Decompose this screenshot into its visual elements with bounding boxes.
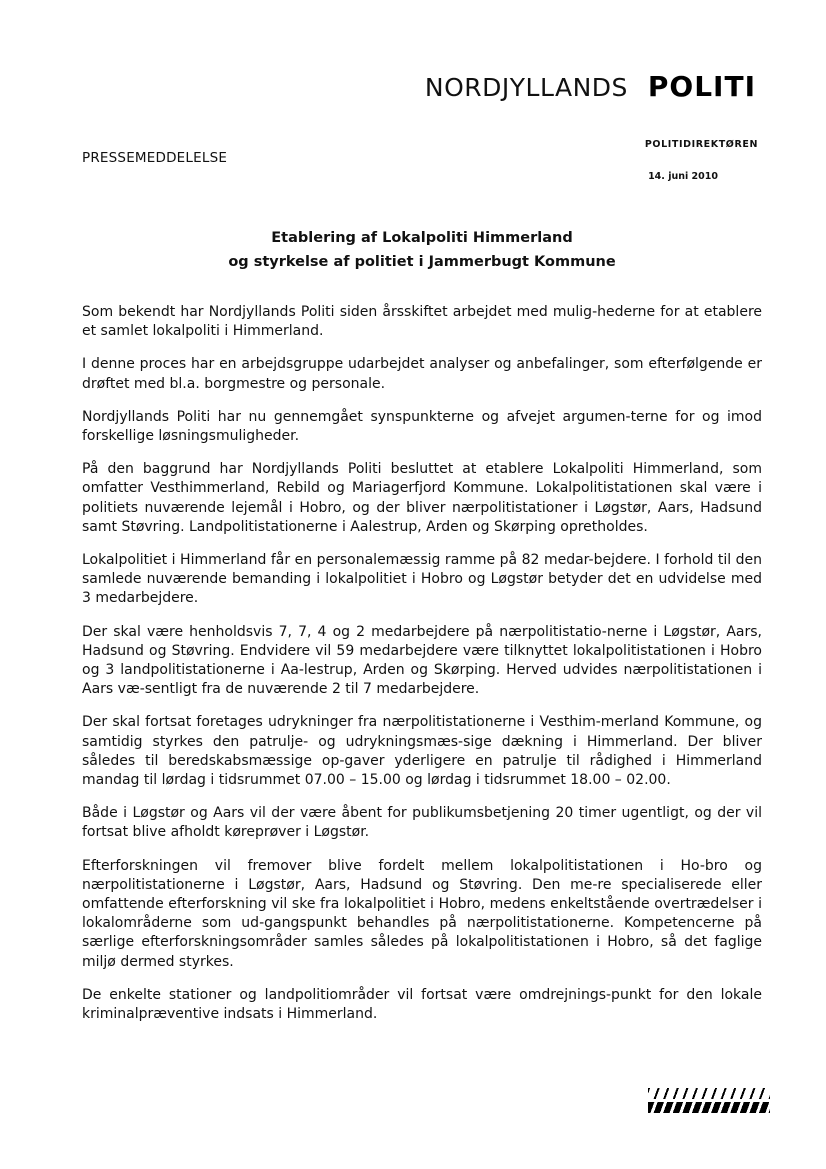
title-line-2: og styrkelse af politiet i Jammerbugt Kommune (228, 254, 616, 270)
body-text (82, 303, 762, 1038)
department-label: POLITIDIREKTØREN (644, 139, 758, 150)
paragraph-4: På den baggrund har Nordjyllands Politi besluttet at etablere Lokalpoliti Himmerland, som omfatter Vesthimmerland, Rebild og Mariagerfjord Kommune. Lokalpolitistationen skal være i politiets nuværende lejemål i Hobro, og der bliver nærpolitistationer i Løgstør, Aars, Hadsund samt Støvring. Landpolitistationerne i Aalestrup, Arden og Skørping opretholdes. (82, 461, 762, 535)
logo-text-region: NORDJYLLANDS (424, 73, 628, 102)
paragraph-2: I denne proces har en arbejdsgruppe udarbejdet analyser og anbefalinger, som efterfølgende er drøftet med bl.a. borgmestre og personale. (82, 356, 762, 392)
stripe-row-dark (648, 1102, 770, 1113)
police-stripe-mark-icon (648, 1088, 770, 1116)
document-date: 14. juni 2010 (648, 171, 718, 182)
logo-text-politi: POLITI (647, 70, 756, 103)
police-logo (425, 70, 756, 103)
paragraph-3: Nordjyllands Politi har nu gennemgået synspunkterne og afvejet argumen-terne for og imod forskellige løsningsmuligheder. (82, 408, 762, 445)
paragraph-9: Efterforskningen vil fremover blive fordelt mellem lokalpolitistationen i Ho-bro og nærpolitistationerne i Løgstør, Aars, Hadsund og Støvring. Den me-re specialiserede eller omfattende efterforskning vil ske fra lokalpolitiet i Hobro, medens enkeltstående overtrædelser i lokalområderne som ud-gangspunkt behandles på nærpolitistationerne. Kompetencerne på særlige efterforskningsområder samles således på lokalpolitistationen i Hobro, så det faglige miljø dermed styrkes. (82, 857, 762, 970)
paragraph-7: Der skal fortsat foretages udrykninger fra nærpolitistationerne i Vesthim-merland Kommune, og samtidig styrkes den patrulje- og udrykningsmæs-sige dækning i Himmerland. Der bliver således til beredskabsmæssige op-gaver yderligere en patrulje til rådighed i Himmerland mandag til lørdag i tidsrummet 07.00 – 15.00 og lørdag i tidsrummet 18.00 – 02.00. (82, 714, 762, 789)
paragraph-10: De enkelte stationer og landpolitiområder vil fortsat være omdrejnings-punkt for den lokale kriminalpræventive indsats i Himmerland. (82, 986, 762, 1023)
paragraph-8: Både i Løgstør og Aars vil der være åbent for publikumsbetjening 20 timer ugentligt, og der vil fortsat blive afholdt køreprøver i Løgstør. (82, 805, 762, 841)
paragraph-1: Som bekendt har Nordjyllands Politi siden årsskiftet arbejdet med mulig-hederne for at etablere et samlet lokalpoliti i Himmerland. (82, 304, 762, 340)
press-release-title (82, 226, 762, 274)
title-line-1: Etablering af Lokalpoliti Himmerland (271, 230, 573, 246)
paragraph-6: Der skal være henholdsvis 7, 7, 4 og 2 medarbejdere på nærpolitistatio-nerne i Løgstør, Aars, Hadsund og Støvring. Endvidere vil 59 medarbejdere være tilknyttet lokalpolitistationen i Hobro og 3 landpolitistationerne i Aa-lestrup, Arden og Skørping. Herved udvides nærpolitistationen i Aars væ-sentligt fra de nuværende 2 til 7 medarbejdere. (82, 623, 762, 698)
stripe-row-light (648, 1088, 770, 1099)
paragraph-5: Lokalpolitiet i Himmerland får en personalemæssig ramme på 82 medar-bejdere. I forhold til den samlede nuværende bemanding i lokalpolitiet i Hobro og Løgstør betyder det en udvidelse med 3 medarbejdere. (82, 552, 762, 607)
document-type-label: PRESSEMEDDELELSE (82, 150, 228, 166)
